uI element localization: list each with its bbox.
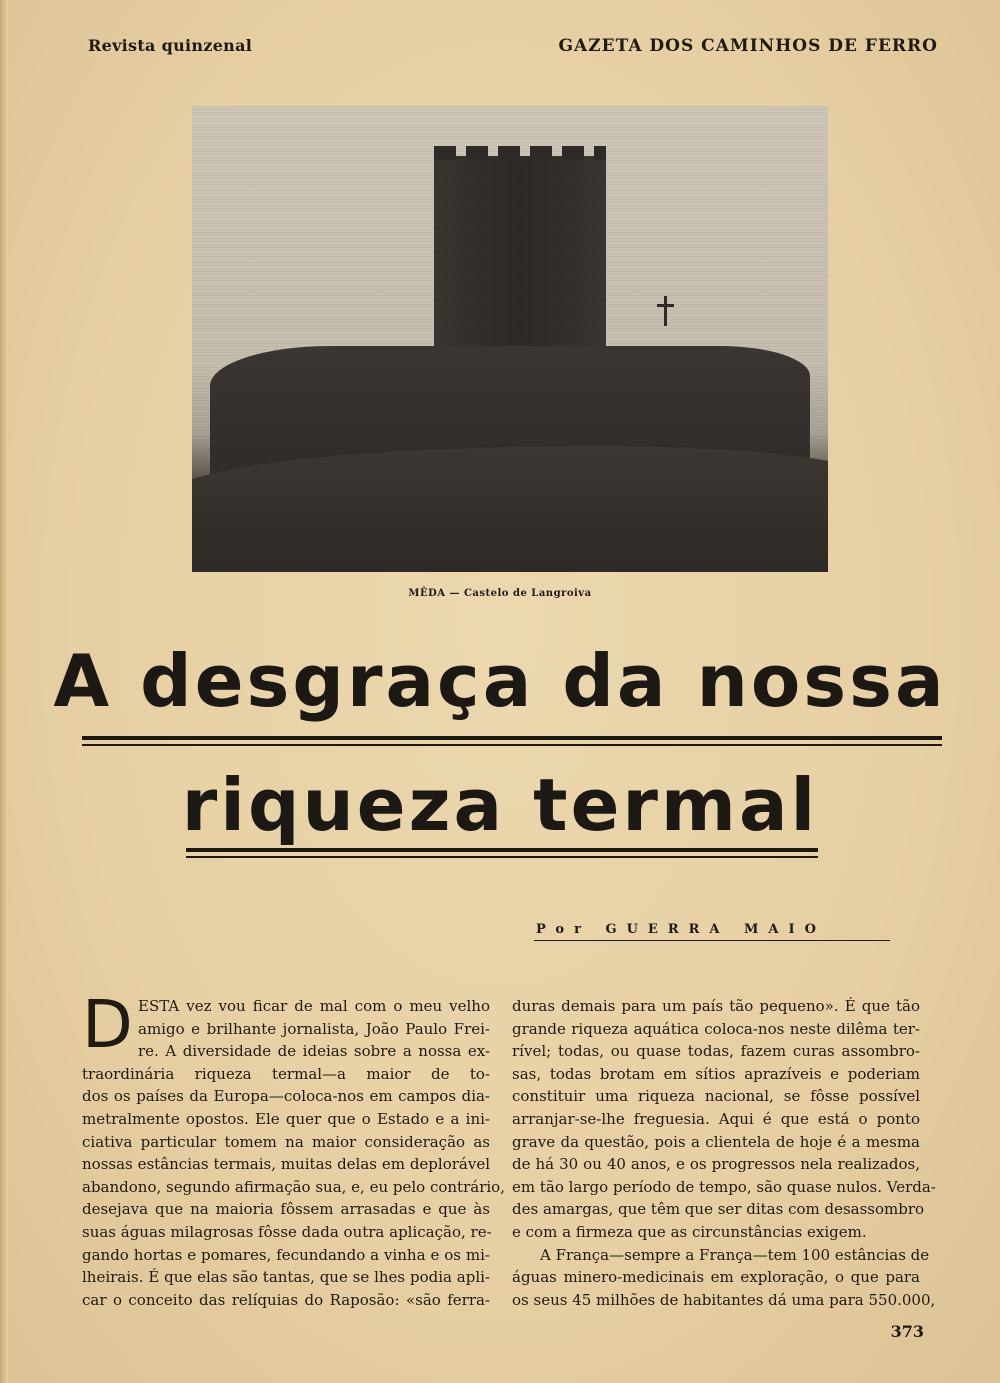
castle-photograph <box>192 106 828 572</box>
text-line: grande riqueza aquática coloca-nos neste dilêma ter- <box>512 1019 920 1038</box>
text-line: traordinária riqueza termal—a maior de to- <box>82 1064 490 1083</box>
page-number: 373 <box>890 1322 924 1341</box>
text-line: suas águas milagrosas fôsse dada outra aplicação, re- <box>82 1222 492 1241</box>
text-line: nossas estâncias termais, muitas delas em deplorável <box>82 1155 490 1174</box>
text-line: arranjar-se-lhe freguesia. Aqui é que está o ponto <box>512 1109 920 1128</box>
text-line: A França—sempre a França—tem 100 estâncias de <box>540 1245 930 1264</box>
text-line: constituir uma riqueza nacional, se fôsse possível <box>512 1087 920 1106</box>
text-line: abandono, segundo afirmação sua, e, eu pelo contrário, <box>82 1177 505 1196</box>
article-column-left <box>82 986 505 1311</box>
text-line: e com a firmeza que as circunstâncias exigem. <box>512 1222 867 1241</box>
text-line: desejava que na maioria fôssem arrasadas e que às <box>82 1200 490 1219</box>
text-line: amigo e brilhante jornalista, João Paulo Frei- <box>138 1019 490 1038</box>
text-line: em tão largo período de tempo, são quase nulos. Verda- <box>512 1177 936 1196</box>
text-line: dos os países da Europa—coloca-nos em campos dia- <box>82 1087 490 1106</box>
photo-caption: MÊDA — Castelo de Langroiva <box>408 588 592 599</box>
text-line: grave da questão, pois a clientela de hoje é a mesma <box>512 1132 920 1151</box>
text-line: águas minero-medicinais em exploração, o que para <box>512 1268 920 1287</box>
header-right: GAZETA DOS CAMINHOS DE FERRO <box>558 36 938 56</box>
title-rule-thick-2 <box>186 848 818 852</box>
article-title-line-1: A desgraça da nossa <box>53 639 947 723</box>
byline: Por GUERRA MAIO <box>536 922 826 937</box>
title-rule-thin-1 <box>82 744 942 746</box>
drop-cap: D <box>82 986 133 1063</box>
header-left: Revista quinzenal <box>88 36 253 55</box>
byline-rule <box>534 940 890 941</box>
article-column-right <box>512 995 936 1311</box>
text-line: re. A diversidade de ideias sobre a nossa ex- <box>138 1042 490 1061</box>
text-line: rível; todas, ou quase todas, fazem curas assombro- <box>512 1042 920 1061</box>
text-line: os seus 45 milhões de habitantes dá uma para 550.000, <box>512 1290 936 1309</box>
text-line: duras demais para um país tão pequeno». É que tão <box>512 997 920 1015</box>
text-line: de há 30 ou 40 anos, e os progressos nela realizados, <box>512 1155 920 1174</box>
title-rule-thin-2 <box>186 856 818 858</box>
text-line: ESTA vez vou ficar de mal com o meu velho <box>138 997 490 1015</box>
photo-grain <box>192 106 828 572</box>
text-line: car o conceito das relíquias do Raposão: «são ferra- <box>82 1290 490 1309</box>
text-line: des amargas, que têm que ser ditas com desassombro <box>512 1200 925 1219</box>
article-title-line-2: riqueza termal <box>181 763 819 847</box>
text-line: sas, todas brotam em sítios aprazíveis e poderiam <box>512 1064 920 1083</box>
text-line: ciativa particular tomem na maior consideração as <box>82 1132 490 1151</box>
text-line: gando hortas e pomares, fecundando a vinha e os mi- <box>82 1245 490 1264</box>
title-rule-thick-1 <box>82 736 942 740</box>
text-line: metralmente opostos. Ele quer que o Estado e a ini- <box>82 1109 490 1128</box>
text-line: lheirais. É que elas são tantas, que se lhes podia apli- <box>82 1268 490 1287</box>
